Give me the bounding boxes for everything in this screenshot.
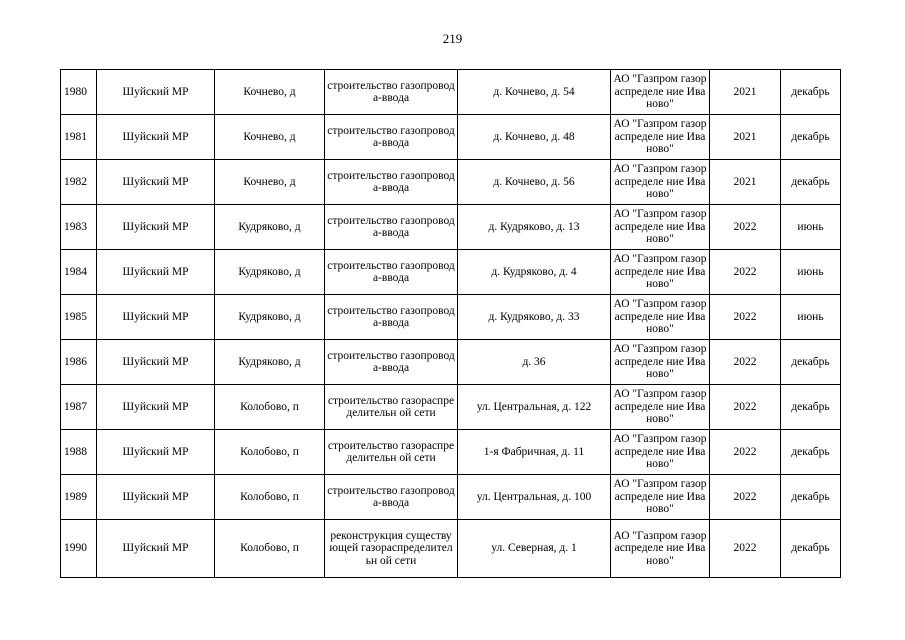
- organization-cell: [611, 205, 710, 250]
- address-cell-text: д. Кудряково, д. 4: [491, 265, 577, 278]
- address-cell: [458, 430, 611, 475]
- address-cell: [458, 475, 611, 520]
- address-cell: [458, 115, 611, 160]
- settlement-cell: [215, 160, 325, 205]
- organization-cell-text: АО "Газпром газораспределе ние Иваново": [613, 253, 707, 291]
- address-cell-text: ул. Центральная, д. 100: [476, 490, 592, 503]
- month-cell-text: июнь: [797, 310, 824, 323]
- work-type-cell: [325, 475, 458, 520]
- address-cell-text: д. Кудряково, д. 33: [488, 310, 580, 323]
- settlement-cell: [215, 70, 325, 115]
- month-cell: [781, 520, 841, 578]
- district-cell-text: Шуйский МР: [122, 85, 189, 98]
- settlement-cell-text: Кочнево, д: [243, 85, 296, 98]
- work-type-cell: [325, 295, 458, 340]
- table-row: [61, 520, 841, 578]
- month-cell: [781, 205, 841, 250]
- month-cell-text: июнь: [797, 220, 824, 233]
- organization-cell-text: АО "Газпром газораспределе ние Иваново": [613, 478, 707, 516]
- row-number-cell-text: 1984: [64, 265, 87, 278]
- year-cell: [710, 430, 781, 475]
- work-type-cell: [325, 160, 458, 205]
- district-cell: [97, 385, 215, 430]
- district-cell: [97, 340, 215, 385]
- settlement-cell-text: Колобово, п: [240, 490, 299, 503]
- district-cell-text: Шуйский МР: [122, 310, 189, 323]
- month-cell-text: декабрь: [791, 355, 830, 368]
- month-cell: [781, 115, 841, 160]
- district-cell-text: Шуйский МР: [122, 265, 189, 278]
- row-number-cell-text: 1987: [64, 400, 87, 413]
- month-cell: [781, 340, 841, 385]
- year-cell: [710, 115, 781, 160]
- organization-cell-text: АО "Газпром газораспределе ние Иваново": [613, 529, 707, 567]
- address-cell-text: д. Кочнево, д. 54: [493, 85, 575, 98]
- month-cell: [781, 70, 841, 115]
- district-cell: [97, 205, 215, 250]
- table-row: [61, 70, 841, 115]
- address-cell: [458, 520, 611, 578]
- work-type-cell-text: строительство газопровода-ввода: [327, 79, 455, 104]
- row-number-cell-text: 1990: [64, 542, 87, 555]
- work-type-cell: [325, 340, 458, 385]
- settlement-cell-text: Колобово, п: [240, 542, 299, 555]
- work-type-cell-text: строительство газораспределительн ой сети: [327, 394, 455, 419]
- year-cell-text: 2022: [733, 310, 757, 323]
- settlement-cell: [215, 475, 325, 520]
- gasification-table: [60, 69, 841, 578]
- table-body: [61, 70, 841, 578]
- month-cell-text: декабрь: [791, 445, 830, 458]
- row-number-cell-text: 1989: [64, 490, 87, 503]
- work-type-cell-text: строительство газораспределительн ой сети: [327, 439, 455, 464]
- month-cell: [781, 430, 841, 475]
- row-number-cell-text: 1985: [64, 310, 87, 323]
- work-type-cell: [325, 205, 458, 250]
- settlement-cell: [215, 520, 325, 578]
- district-cell: [97, 160, 215, 205]
- year-cell-text: 2022: [733, 355, 757, 368]
- settlement-cell-text: Кочнево, д: [243, 175, 296, 188]
- row-number-cell-text: 1982: [64, 175, 87, 188]
- organization-cell-text: АО "Газпром газораспределе ние Иваново": [613, 298, 707, 336]
- month-cell: [781, 385, 841, 430]
- district-cell-text: Шуйский МР: [122, 130, 189, 143]
- work-type-cell: [325, 520, 458, 578]
- address-cell-text: д. 36: [522, 355, 546, 368]
- settlement-cell-text: Кочнево, д: [243, 130, 296, 143]
- address-cell-text: 1-я Фабричная, д. 11: [483, 445, 585, 458]
- page-number: 219: [442, 31, 463, 46]
- work-type-cell-text: строительство газопровода-ввода: [327, 259, 455, 284]
- address-cell-text: д. Кочнево, д. 56: [493, 175, 575, 188]
- row-number-cell: [61, 250, 97, 295]
- settlement-cell: [215, 385, 325, 430]
- table-row: [61, 295, 841, 340]
- organization-cell-text: АО "Газпром газораспределе ние Иваново": [613, 433, 707, 471]
- address-cell: [458, 70, 611, 115]
- organization-cell: [611, 160, 710, 205]
- organization-cell-text: АО "Газпром газораспределе ние Иваново": [613, 73, 707, 111]
- district-cell: [97, 430, 215, 475]
- address-cell-text: д. Кудряково, д. 13: [488, 220, 580, 233]
- year-cell: [710, 520, 781, 578]
- year-cell: [710, 475, 781, 520]
- row-number-cell: [61, 385, 97, 430]
- month-cell-text: декабрь: [791, 175, 830, 188]
- month-cell: [781, 160, 841, 205]
- organization-cell: [611, 295, 710, 340]
- district-cell-text: Шуйский МР: [122, 490, 189, 503]
- table-row: [61, 160, 841, 205]
- month-cell-text: декабрь: [791, 490, 830, 503]
- work-type-cell: [325, 70, 458, 115]
- settlement-cell-text: Колобово, п: [240, 445, 299, 458]
- year-cell: [710, 160, 781, 205]
- year-cell: [710, 340, 781, 385]
- year-cell-text: 2022: [733, 220, 757, 233]
- table-row: [61, 205, 841, 250]
- row-number-cell: [61, 160, 97, 205]
- month-cell-text: июнь: [797, 265, 824, 278]
- month-cell-text: декабрь: [791, 400, 830, 413]
- district-cell-text: Шуйский МР: [122, 445, 189, 458]
- address-cell: [458, 205, 611, 250]
- year-cell-text: 2021: [733, 130, 757, 143]
- address-cell-text: д. Кочнево, д. 48: [493, 130, 575, 143]
- settlement-cell-text: Кудряково, д: [238, 310, 301, 323]
- organization-cell: [611, 475, 710, 520]
- month-cell: [781, 475, 841, 520]
- address-cell: [458, 250, 611, 295]
- row-number-cell: [61, 295, 97, 340]
- year-cell: [710, 70, 781, 115]
- month-cell-text: декабрь: [791, 85, 830, 98]
- month-cell: [781, 295, 841, 340]
- district-cell-text: Шуйский МР: [122, 542, 189, 555]
- address-cell-text: ул. Центральная, д. 122: [476, 400, 592, 413]
- year-cell-text: 2022: [733, 445, 757, 458]
- row-number-cell-text: 1983: [64, 220, 87, 233]
- year-cell: [710, 250, 781, 295]
- year-cell-text: 2021: [733, 175, 757, 188]
- organization-cell-text: АО "Газпром газораспределе ние Иваново": [613, 208, 707, 246]
- row-number-cell: [61, 70, 97, 115]
- table-row: [61, 385, 841, 430]
- settlement-cell: [215, 430, 325, 475]
- district-cell: [97, 295, 215, 340]
- organization-cell: [611, 430, 710, 475]
- organization-cell: [611, 520, 710, 578]
- table-row: [61, 430, 841, 475]
- organization-cell: [611, 250, 710, 295]
- year-cell-text: 2022: [733, 490, 757, 503]
- row-number-cell-text: 1980: [64, 85, 87, 98]
- settlement-cell-text: Кудряково, д: [238, 220, 301, 233]
- organization-cell: [611, 70, 710, 115]
- row-number-cell: [61, 340, 97, 385]
- row-number-cell-text: 1986: [64, 355, 87, 368]
- organization-cell-text: АО "Газпром газораспределе ние Иваново": [613, 163, 707, 201]
- month-cell-text: декабрь: [791, 130, 830, 143]
- organization-cell: [611, 340, 710, 385]
- settlement-cell-text: Кудряково, д: [238, 355, 301, 368]
- year-cell-text: 2022: [733, 542, 757, 555]
- district-cell-text: Шуйский МР: [122, 355, 189, 368]
- row-number-cell: [61, 115, 97, 160]
- settlement-cell: [215, 340, 325, 385]
- year-cell-text: 2022: [733, 400, 757, 413]
- district-cell-text: Шуйский МР: [122, 175, 189, 188]
- district-cell-text: Шуйский МР: [122, 400, 189, 413]
- row-number-cell-text: 1988: [64, 445, 87, 458]
- year-cell-text: 2022: [733, 265, 757, 278]
- district-cell: [97, 70, 215, 115]
- row-number-cell: [61, 475, 97, 520]
- work-type-cell: [325, 385, 458, 430]
- row-number-cell: [61, 205, 97, 250]
- settlement-cell: [215, 295, 325, 340]
- month-cell: [781, 250, 841, 295]
- work-type-cell: [325, 115, 458, 160]
- settlement-cell-text: Колобово, п: [240, 400, 299, 413]
- table-row: [61, 250, 841, 295]
- work-type-cell: [325, 250, 458, 295]
- work-type-cell-text: строительство газопровода-ввода: [327, 124, 455, 149]
- settlement-cell: [215, 205, 325, 250]
- district-cell: [97, 115, 215, 160]
- address-cell: [458, 295, 611, 340]
- organization-cell-text: АО "Газпром газораспределе ние Иваново": [613, 388, 707, 426]
- organization-cell: [611, 385, 710, 430]
- table-row: [61, 340, 841, 385]
- table-row: [61, 475, 841, 520]
- settlement-cell: [215, 115, 325, 160]
- work-type-cell-text: строительство газопровода-ввода: [327, 304, 455, 329]
- work-type-cell: [325, 430, 458, 475]
- row-number-cell: [61, 520, 97, 578]
- organization-cell-text: АО "Газпром газораспределе ние Иваново": [613, 118, 707, 156]
- year-cell: [710, 385, 781, 430]
- row-number-cell: [61, 430, 97, 475]
- settlement-cell-text: Кудряково, д: [238, 265, 301, 278]
- organization-cell-text: АО "Газпром газораспределе ние Иваново": [613, 343, 707, 381]
- year-cell-text: 2021: [733, 85, 757, 98]
- address-cell: [458, 160, 611, 205]
- year-cell: [710, 295, 781, 340]
- address-cell: [458, 385, 611, 430]
- row-number-cell-text: 1981: [64, 130, 87, 143]
- work-type-cell-text: строительство газопровода-ввода: [327, 349, 455, 374]
- district-cell: [97, 475, 215, 520]
- work-type-cell-text: строительство газопровода-ввода: [327, 169, 455, 194]
- district-cell: [97, 520, 215, 578]
- address-cell: [458, 340, 611, 385]
- work-type-cell-text: строительство газопровода-ввода: [327, 484, 455, 509]
- district-cell-text: Шуйский МР: [122, 220, 189, 233]
- table-row: [61, 115, 841, 160]
- month-cell-text: декабрь: [791, 542, 830, 555]
- year-cell: [710, 205, 781, 250]
- settlement-cell: [215, 250, 325, 295]
- work-type-cell-text: строительство газопровода-ввода: [327, 214, 455, 239]
- address-cell-text: ул. Северная, д. 1: [491, 542, 577, 555]
- district-cell: [97, 250, 215, 295]
- organization-cell: [611, 115, 710, 160]
- work-type-cell-text: реконструкция существующей газораспределительн ой сети: [329, 529, 453, 567]
